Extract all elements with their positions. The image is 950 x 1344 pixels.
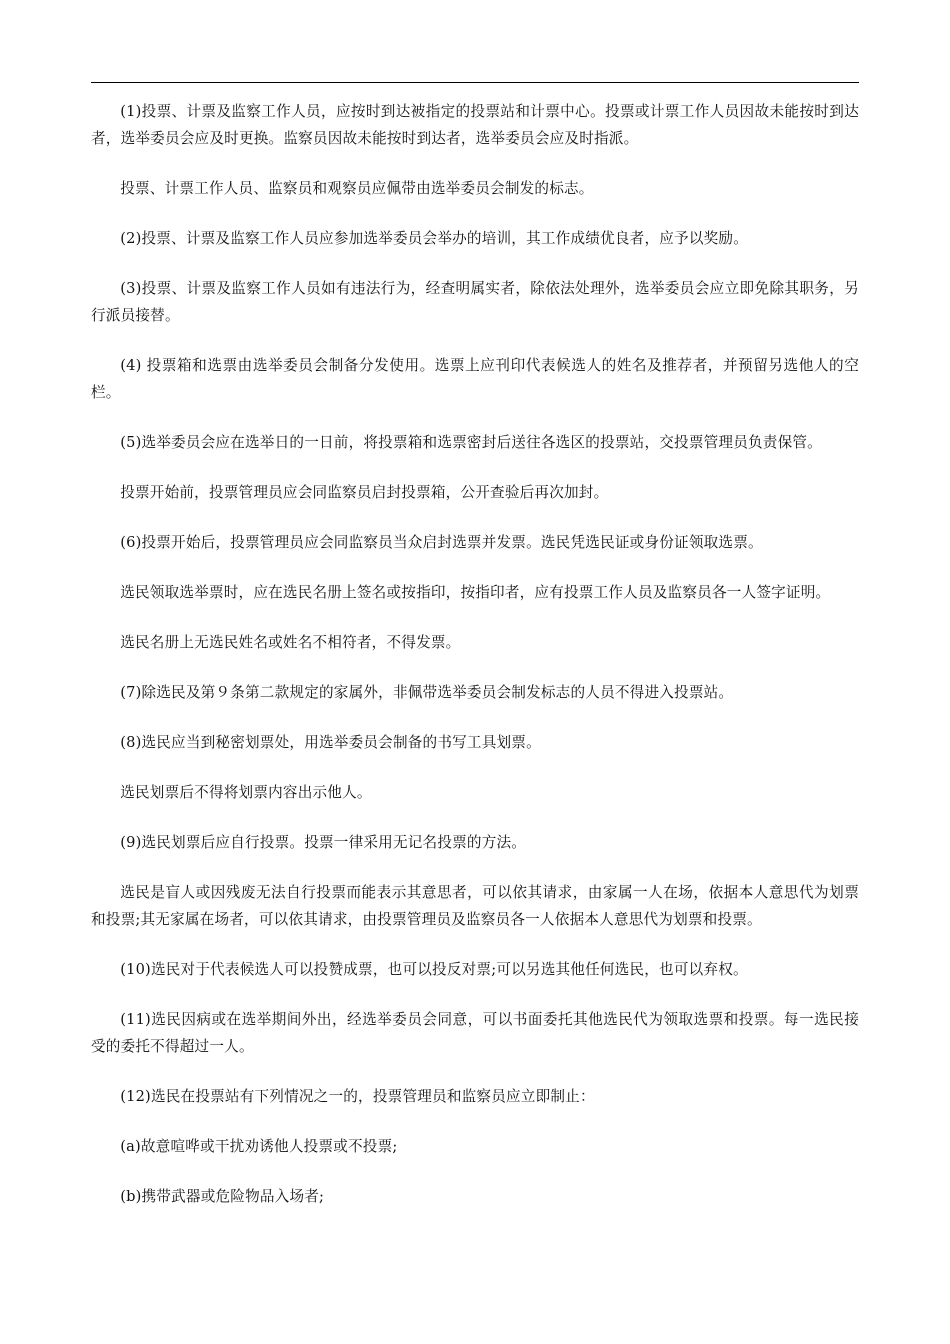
- paragraph-15: 选民是盲人或因残废无法自行投票而能表示其意思者，可以依其请求，由家属一人在场，依据本人意思代为划票和投票;其无家属在场者，可以依其请求，由投票管理员及监察员各一人依据本人意思代为划票和投票。: [91, 884, 859, 928]
- paragraph-16: (10)选民对于代表候选人可以投赞成票，也可以投反对票;可以另选其他任何选民，也可以弃权。: [120, 961, 748, 978]
- paragraph-13: 选民划票后不得将划票内容出示他人。: [120, 784, 372, 801]
- paragraph-18: (12)选民在投票站有下列情况之一的，投票管理员和监察员应立即制止：: [120, 1088, 595, 1105]
- paragraph-19: (a)故意喧哗或干扰劝诱他人投票或不投票;: [120, 1138, 398, 1155]
- paragraph-3: (2)投票、计票及监察工作人员应参加选举委员会举办的培训，其工作成绩优良者，应予以奖励。: [120, 230, 749, 247]
- paragraph-14: (9)选民划票后应自行投票。投票一律采用无记名投票的方法。: [120, 834, 527, 851]
- paragraph-10: 选民名册上无选民姓名或姓名不相符者，不得发票。: [120, 634, 461, 651]
- document-body: [91, 98, 859, 1233]
- paragraph-5: (4) 投票箱和选票由选举委员会制备分发使用。选票上应刊印代表候选人的姓名及推荐者，并预留另选他人的空栏。: [91, 357, 859, 401]
- paragraph-17: (11)选民因病或在选举期间外出，经选举委员会同意，可以书面委托其他选民代为领取选票和投票。每一选民接受的委托不得超过一人。: [91, 1011, 859, 1055]
- paragraph-9: 选民领取选举票时，应在选民名册上签名或按指印，按指印者，应有投票工作人员及监察员各一人签字证明。: [120, 584, 831, 601]
- paragraph-6: (5)选举委员会应在选举日的一日前，将投票箱和选票密封后送往各选区的投票站，交投票管理员负责保管。: [120, 434, 822, 451]
- paragraph-2: 投票、计票工作人员、监察员和观察员应佩带由选举委员会制发的标志。: [120, 180, 594, 197]
- paragraph-12: (8)选民应当到秘密划票处，用选举委员会制备的书写工具划票。: [120, 734, 541, 751]
- paragraph-8: (6)投票开始后，投票管理员应会同监察员当众启封选票并发票。选民凭选民证或身份证领取选票。: [120, 534, 763, 551]
- paragraph-4: (3)投票、计票及监察工作人员如有违法行为，经查明属实者，除依法处理外，选举委员会应立即免除其职务，另行派员接替。: [91, 280, 859, 324]
- paragraph-11: (7)除选民及第９条第二款规定的家属外，非佩带选举委员会制发标志的人员不得进入投票站。: [120, 684, 734, 701]
- paragraph-20: (b)携带武器或危险物品入场者;: [120, 1188, 325, 1205]
- paragraph-1: (1)投票、计票及监察工作人员，应按时到达被指定的投票站和计票中心。投票或计票工作人员因故未能按时到达者，选举委员会应及时更换。监察员因故未能按时到达者，选举委员会应及时指派。: [91, 103, 859, 147]
- paragraph-7: 投票开始前，投票管理员应会同监察员启封投票箱，公开查验后再次加封。: [120, 484, 609, 501]
- header-rule: [91, 82, 859, 83]
